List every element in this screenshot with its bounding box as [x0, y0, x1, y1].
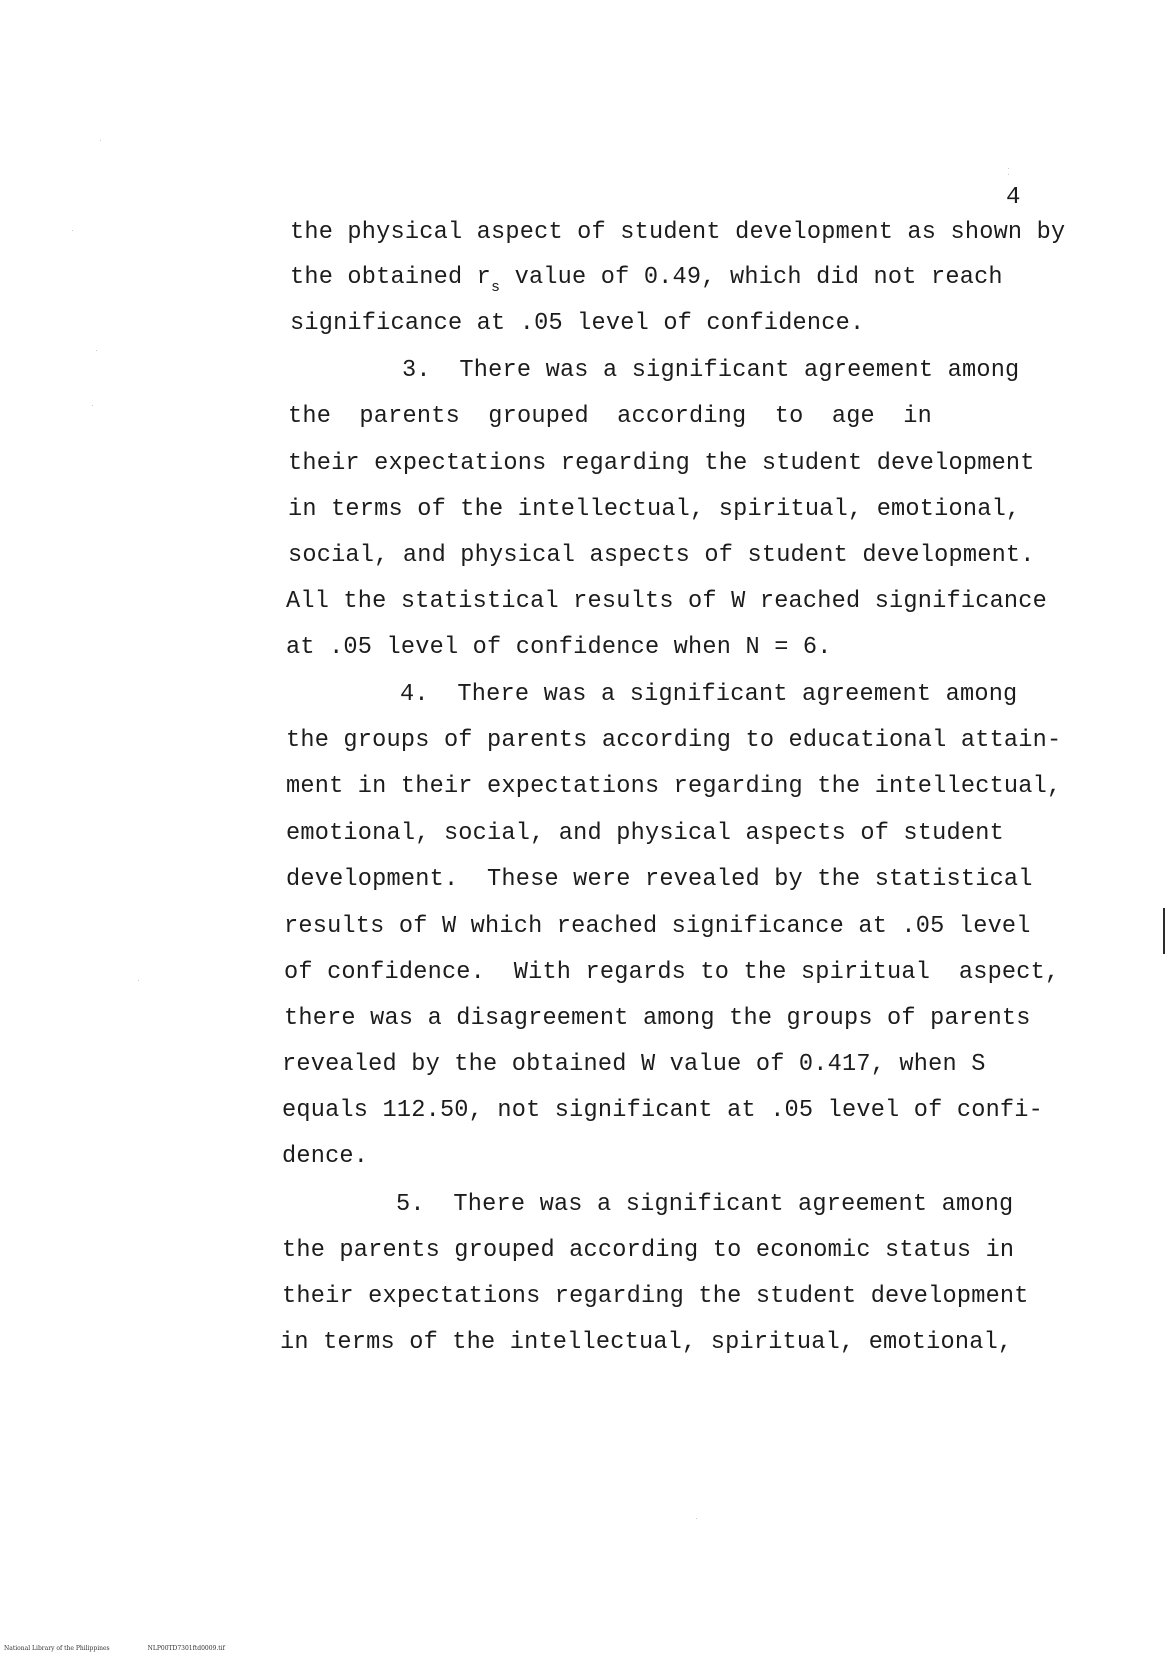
text-line: their expectations regarding the student development [282, 1283, 1029, 1310]
text-line: development. These were revealed by the statistical [286, 866, 1033, 893]
scan-speck [1008, 174, 1009, 175]
text-line: ment in their expectations regarding the intellectual, [286, 773, 1062, 800]
scan-footer [4, 1645, 225, 1653]
text-line: dence. [282, 1143, 369, 1170]
text-line: the parents grouped according to age in [288, 403, 932, 430]
page-number: 4 [1006, 184, 1021, 211]
text-line: significance at .05 level of confidence. [290, 310, 865, 337]
text-line: emotional, social, and physical aspects of student [286, 820, 1004, 847]
scan-speck [138, 980, 139, 981]
text-line: the groups of parents according to educational attain- [286, 727, 1062, 754]
scan-speck [96, 350, 97, 351]
text-line: All the statistical results of W reached significance [286, 588, 1048, 615]
text-line: in terms of the intellectual, spiritual, emotional, [280, 1329, 1013, 1356]
scan-speck [696, 1518, 697, 1519]
paragraph-5-start: 5. There was a significant agreement among [396, 1191, 1014, 1218]
paragraph-4-start: 4. There was a significant agreement among [400, 681, 1018, 708]
text-segment: value of 0.49, which did not reach [500, 264, 1003, 291]
scan-speck [100, 140, 101, 141]
subscript: s [491, 279, 501, 296]
footer-library: National Library of the Philippines [4, 1645, 110, 1652]
text-segment: the obtained r [290, 264, 492, 291]
text-line: equals 112.50, not significant at .05 level of confi- [282, 1097, 1044, 1124]
text-line: their expectations regarding the student development [288, 450, 1035, 477]
scan-speck [72, 230, 73, 231]
text-line: revealed by the obtained W value of 0.417, when S [282, 1051, 986, 1078]
text-line [290, 263, 1003, 295]
text-line: of confidence. With regards to the spiritual aspect, [284, 959, 1060, 986]
text-line: there was a disagreement among the groups of parents [284, 1005, 1031, 1032]
paragraph-3-start: 3. There was a significant agreement among [402, 357, 1020, 384]
scan-speck [92, 405, 93, 406]
text-line: at .05 level of confidence when N = 6. [286, 634, 832, 661]
footer-filename: NLP00TD7301ftd0009.tif [147, 1645, 225, 1652]
text-line: results of W which reached significance at .05 level [284, 913, 1031, 940]
text-line: in terms of the intellectual, spiritual, emotional, [288, 496, 1021, 523]
text-line: the parents grouped according to economic status in [282, 1237, 1015, 1264]
text-line: social, and physical aspects of student development. [288, 542, 1035, 569]
text-line: the physical aspect of student development as shown by [290, 219, 1066, 246]
scan-speck [1008, 168, 1009, 169]
scan-artifact-bar [1163, 908, 1165, 954]
